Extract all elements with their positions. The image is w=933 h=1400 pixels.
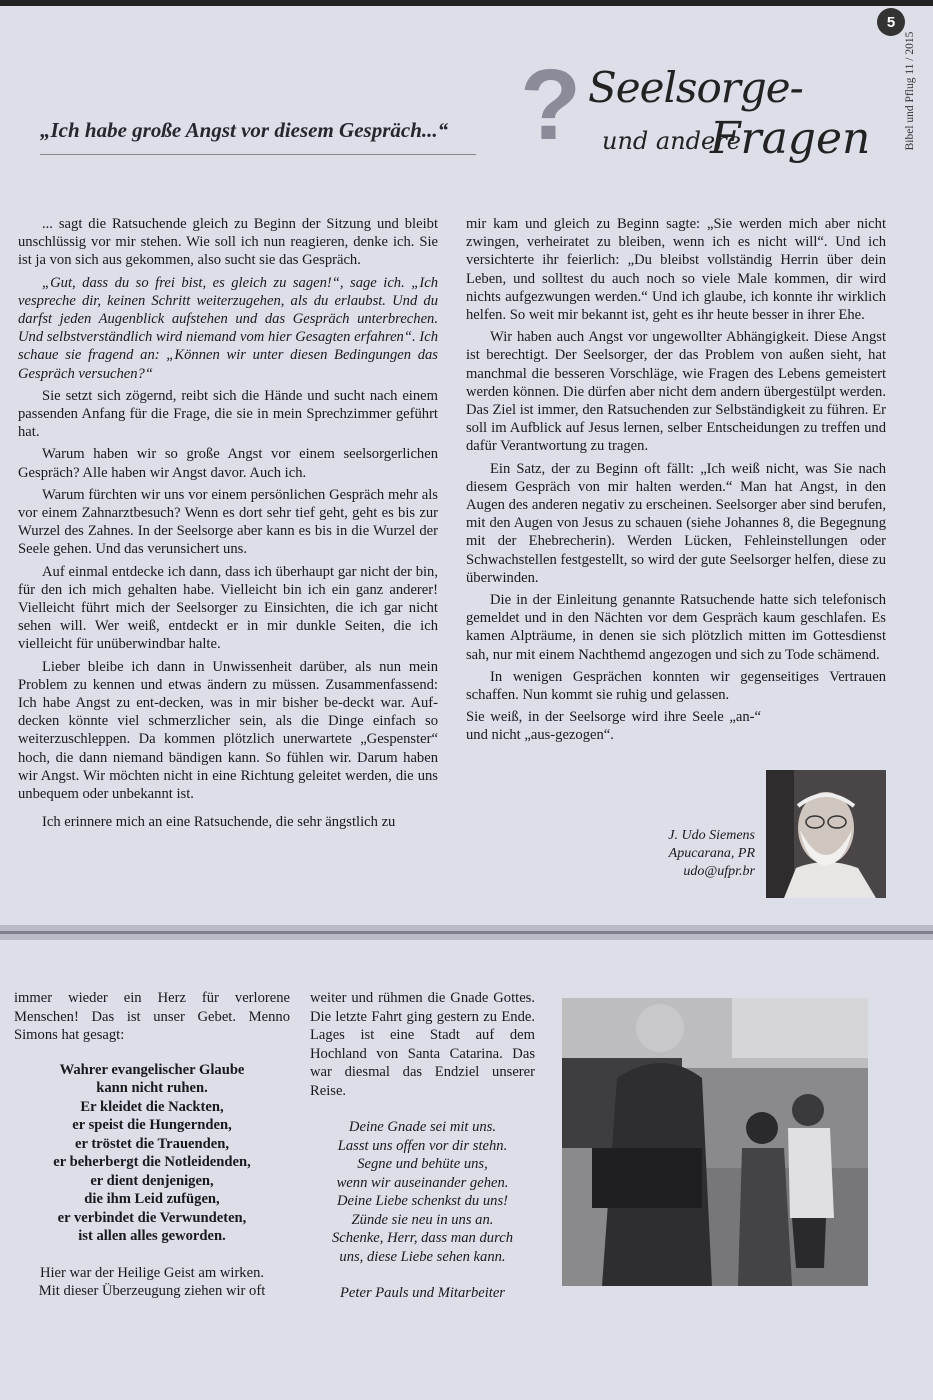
bottom-column-middle bbox=[310, 989, 535, 1303]
author-name: J. Udo Siemens bbox=[668, 828, 755, 843]
logo-line-1: Seelsorge- bbox=[588, 63, 803, 112]
article-headline: „Ich habe große Angst vor diesem Gespräch...“ bbox=[40, 118, 449, 142]
poem-line: Zünde sie neu in uns an. bbox=[351, 1211, 494, 1228]
intro-text: immer wieder ein Herz für verlorene Menschen! Das ist unser Gebet. Menno Simons hat gesagt: bbox=[14, 990, 290, 1043]
question-mark-icon: ? bbox=[520, 49, 582, 161]
quote-line: er tröstet die Trauenden, bbox=[74, 1135, 230, 1152]
outro-line: Hier war der Heilige Geist am wirken. bbox=[39, 1264, 265, 1281]
quote-line: er verbindet die Verwundeten, bbox=[57, 1209, 247, 1226]
quote-line: Wahrer evangelischer Glaube bbox=[59, 1061, 245, 1078]
signature: Peter Pauls und Mitarbeiter bbox=[340, 1285, 505, 1301]
poem-line: uns, diese Liebe sehen kann. bbox=[339, 1248, 506, 1265]
paragraph: Warum haben wir so große Angst vor einem seelsorgerlichen Gespräch? Alle haben wir Angst davor. Auch ich. bbox=[18, 446, 438, 481]
page-number: 5 bbox=[877, 8, 905, 36]
paragraph: Ich erinnere mich an eine Ratsuchende, die sehr ängstlich zu bbox=[42, 814, 396, 831]
quote-line: Er kleidet die Nackten, bbox=[80, 1098, 224, 1115]
poem-line: Segne und behüte uns, bbox=[357, 1156, 488, 1172]
paragraph: Warum fürchten wir uns vor einem persönlichen Gespräch mehr als vor einem Zahnarztbesuch? Wenn es dort sehr tief geht, geht es bis zur Wurzel des Zahnes. In der Seelsorge aber kann es bis in die Wurzel der Seele gehen. Und das verunsichert uns. bbox=[18, 486, 438, 558]
author-photo bbox=[766, 770, 886, 898]
paragraph: Wir haben auch Angst vor ungewollter Abhängigkeit. Diese Angst ist berechtigt. Der Seelsorger, der das Problem von außen sieht, hat manchmal die besseren Vorschläge, wie Fragen des Lebens gemeistert werden können. Die dürfen aber nicht dem andern übergestülpt werden. Das Ziel ist immer, den Ratsuchenden zur Selbständigkeit zu führen. Er soll im Aufblick auf Jesus lernen, selber Entscheidungen zu treffen und dafür Verantwortung zu tragen. bbox=[466, 329, 886, 455]
paragraph: mir kam und gleich zu Beginn sagte: „Sie werden mich aber nicht zwingen, verheiratet zu bleiben, wenn ich es nicht will“. Und ich versichterte ihr feierlich: „Du bleibst vollständig Herrin über dein Leben, und solltest du auch noch so viele Male kommen, dir wird nichts aufgezwungen werden.“ Und ich glaube, ich konnte ihr wirklich helfen. So weit mir bekannt ist, geht es ihr heute besser in ihrer Ehe. bbox=[466, 216, 886, 324]
page-divider bbox=[0, 925, 933, 940]
bottom-column-left bbox=[14, 989, 290, 1301]
paragraph: Ein Satz, der zu Beginn oft fällt: „Ich weiß nicht, was Sie nach diesem Gespräch von mir halten werden.“ Man hat Angst, in den Augen des anderen negativ zu erscheinen. Seelsorger aber sind berufen, mit den Augen von Jesus zu schauen (siehe Johannes 8, die Begegnung mit der Ehebrecherin). Werden Lücken, Fehleinstellungen oder Schwachstellen festgestellt, so wird der gute Seelsorger helfen, diese zu überwinden. bbox=[466, 460, 886, 586]
author-signature bbox=[600, 827, 755, 881]
paragraph: „Gut, dass du so frei bist, es gleich zu sagen!“, sage ich. „Ich vespreche dir, keinen Schritt weiterzugehen, als du erlaubst. Und du darfst jeden Augenblick aufstehen und das Gespräch unterbrechen. Und selbstverständlich wird niemand vom hier Gesagten erfahren“. Ich schaue sie fragend an: „Können wir unter diesen Bedingungen das Gespräch versuchen?“ bbox=[18, 274, 438, 382]
paragraph: ... sagt die Ratsuchende gleich zu Beginn der Sitzung und bleibt unschlüssig vor mir stehen. Wie soll ich nun reagieren, denke ich. Sie ist ja von sich aus gekommen, also sucht sie das Gespräch. bbox=[18, 216, 438, 269]
quote-line: die ihm Leid zufügen, bbox=[84, 1191, 220, 1207]
quote-line: ist allen alles geworden. bbox=[78, 1228, 226, 1244]
poem-line: wenn wir auseinander gehen. bbox=[336, 1174, 509, 1191]
poem-line: Deine Gnade sei mit uns. bbox=[348, 1119, 497, 1135]
headline-rule bbox=[40, 154, 476, 155]
quote-line: kann nicht ruhen. bbox=[96, 1080, 208, 1096]
logo-line-2: und andere bbox=[602, 127, 741, 155]
poem-line: Deine Liebe schenkst du uns! bbox=[336, 1193, 509, 1209]
body-text: weiter und rühmen die Gnade Gottes. Die letzte Fahrt ging gestern zu Ende. Lages ist eine Stadt auf dem Hochland von Santa Catarina. Das war diesmal das Endziel unserer Reise. bbox=[310, 990, 535, 1099]
paragraph: In wenigen Gesprächen konnten wir gegenseitiges Vertrauen schaffen. Nun kommt sie ruhig und gelassen. bbox=[466, 668, 886, 704]
author-place: Apucarana, PR bbox=[668, 846, 755, 861]
outro-line: Mit dieser Überzeugung ziehen wir oft bbox=[38, 1283, 266, 1299]
author-email: udo@ufpr.br bbox=[683, 864, 755, 879]
quote-line: er dient denjenigen, bbox=[90, 1172, 214, 1189]
article-column-right bbox=[466, 215, 886, 749]
article-column-left bbox=[18, 215, 438, 836]
paragraph: Lieber bleibe ich dann in Unwissenheit darüber, als nun mein Problem zu kennen und etwas ändern zu müssen. Zusammenfassend: Ich habe Angst zu ent-decken, was in mir bisher be-deckt war. Auf-decken könnte viel schmerzlicher sein, als die Dinge einfach so weiterzuschleppen. Da kommen plötzlich unerwartete „Gespenster“ hoch, die dann niemand bändigen kann. So fühlen wir. Darum haben wir Angst. Wir möchten nicht in eine Richtung geleitet werden, die uns unbequem oder unbekannt ist. bbox=[18, 658, 438, 803]
paragraph: Sie setzt sich zögernd, reibt sich die Hände und sucht nach einem passenden Anfang für die Frage, die sie in mein Sprechzimmer geführt hat. bbox=[18, 387, 438, 441]
poem-line: Schenke, Herr, dass man durch bbox=[331, 1230, 514, 1246]
section-logo bbox=[520, 49, 871, 185]
running-head: Bibel und Pflug 11 / 2015 bbox=[904, 31, 916, 151]
quote-line: er speist die Hungernden, bbox=[72, 1117, 232, 1133]
paragraph: Auf einmal entdecke ich dann, dass ich überhaupt gar nicht der bin, für den ich mich gehalten habe. Vielleicht bin ich ein ganz anderer! Vielleicht führt mich der Seelsorger zu Einsichten, die ich gar nicht sehen will. Wer weiß, entdeckt er in mir dunkle Seiten, die ich vielleicht für unüberwindbar halte. bbox=[18, 563, 438, 653]
quote-line: er beherbergt die Notleidenden, bbox=[53, 1154, 251, 1170]
logo-line-3: Fragen bbox=[710, 113, 871, 164]
event-photo bbox=[562, 998, 868, 1286]
paragraph: Sie weiß, in der Seelsorge wird ihre Seele „an-“ und nicht „aus-gezogen“. bbox=[466, 709, 761, 744]
poem-line: Lasst uns offen vor dir stehn. bbox=[337, 1137, 508, 1154]
paragraph: Die in der Einleitung genannte Ratsuchende hatte sich telefonisch gemeldet und in den Nächten vor dem Gespräch kaum geschlafen. Es kamen Alpträume, in denen sie sich plötzlich mitten im Gottesdienst sah, nur mit einem Nachthemd angezogen und sich zu Tode schämend. bbox=[466, 592, 886, 663]
